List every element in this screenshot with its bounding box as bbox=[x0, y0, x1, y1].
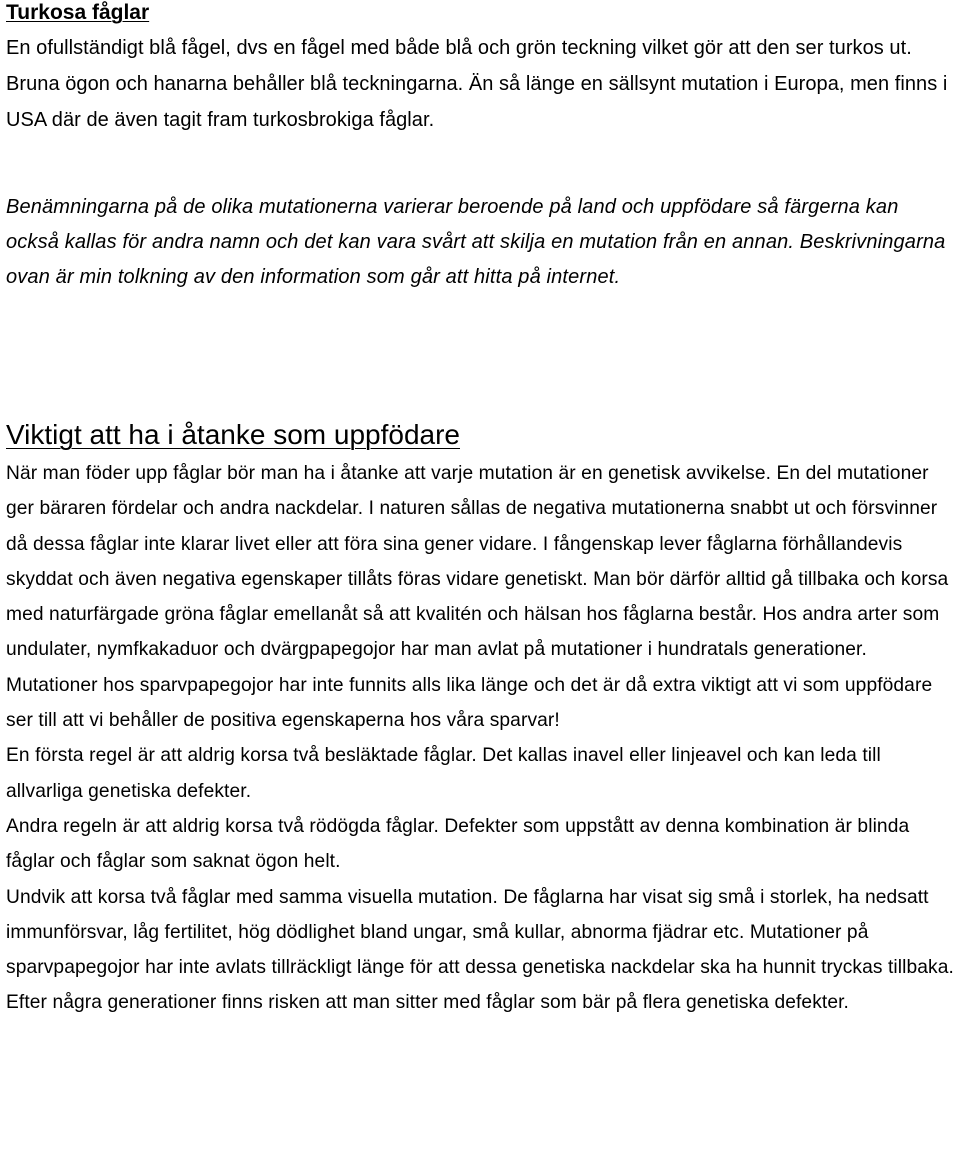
breeder-paragraph-1: När man föder upp fåglar bör man ha i åtanke att varje mutation är en genetisk avvikelse. En del mutationer ger bäraren fördelar och andra nackdelar. I naturen sållas de negativa mutationerna snabbt ut och försvinner då dessa fåglar inte klarar livet eller att föra sina gener vidare. I fångenskap lever fåglarna förhållandevis skyddat och även negativa egenskaper tillåts föras vidare genetiskt. Man bör därför alltid gå tillbaka och korsa med naturfärgade gröna fåglar emellanåt så att kvalitén och hälsan hos fåglarna består. Hos andra arter som undulater, nymfkakaduor och dvärgpapegojor har man avlat på mutationer i hundratals generationer. Mutationer hos sparvpapegojor har inte funnits alls lika länge och det är då extra viktigt att vi som uppfödare ser till att vi behåller de positiva egenskaperna hos våra sparvar! bbox=[6, 463, 949, 732]
breeder-paragraph-3: Andra regeln är att aldrig korsa två rödögda fåglar. Defekter som uppstått av denna kombination är blinda fåglar och fåglar som saknat ögon helt. bbox=[6, 815, 910, 873]
turquoise-description: En ofullständigt blå fågel, dvs en fågel med både blå och grön teckning vilket gör att den ser turkos ut. Bruna ögon och hanarna behåller blå teckningarna. Än så länge en sällsynt mutation i Europa, men finns i USA där de även tagit fram turkosbrokiga fåglar. bbox=[6, 37, 948, 131]
mutation-naming-note: Benämningarna på de olika mutationerna varierar beroende på land och uppfödare så färgerna kan också kallas för andra namn och det kan vara svårt att skilja en mutation från en annan. Beskrivningarna ovan är min tolkning av den information som går att hitta på internet. bbox=[6, 196, 946, 288]
breeder-paragraph-4: Undvik att korsa två fåglar med samma visuella mutation. De fåglarna har visat sig små i storlek, ha nedsatt immunförsvar, låg fertilitet, hög dödlighet bland ungar, små kullar, abnorma fjädrar etc. Mutationer på sparvpapegojor har inte avlats tillräckligt länge för att dessa genetiska nackdelar ska ha hunnit tryckas tillbaka. Efter några generationer finns risken att man sitter med fåglar som bär på flera genetiska defekter. bbox=[6, 886, 954, 1014]
breeder-heading: Viktigt att ha i åtanke som uppfödare bbox=[6, 419, 460, 450]
turquoise-heading: Turkosa fåglar bbox=[6, 1, 150, 24]
document-page bbox=[6, 0, 956, 1021]
breeder-paragraph-2: En första regel är att aldrig korsa två besläktade fåglar. Det kallas inavel eller linjeavel och kan leda till allvarliga genetiska defekter. bbox=[6, 745, 881, 802]
